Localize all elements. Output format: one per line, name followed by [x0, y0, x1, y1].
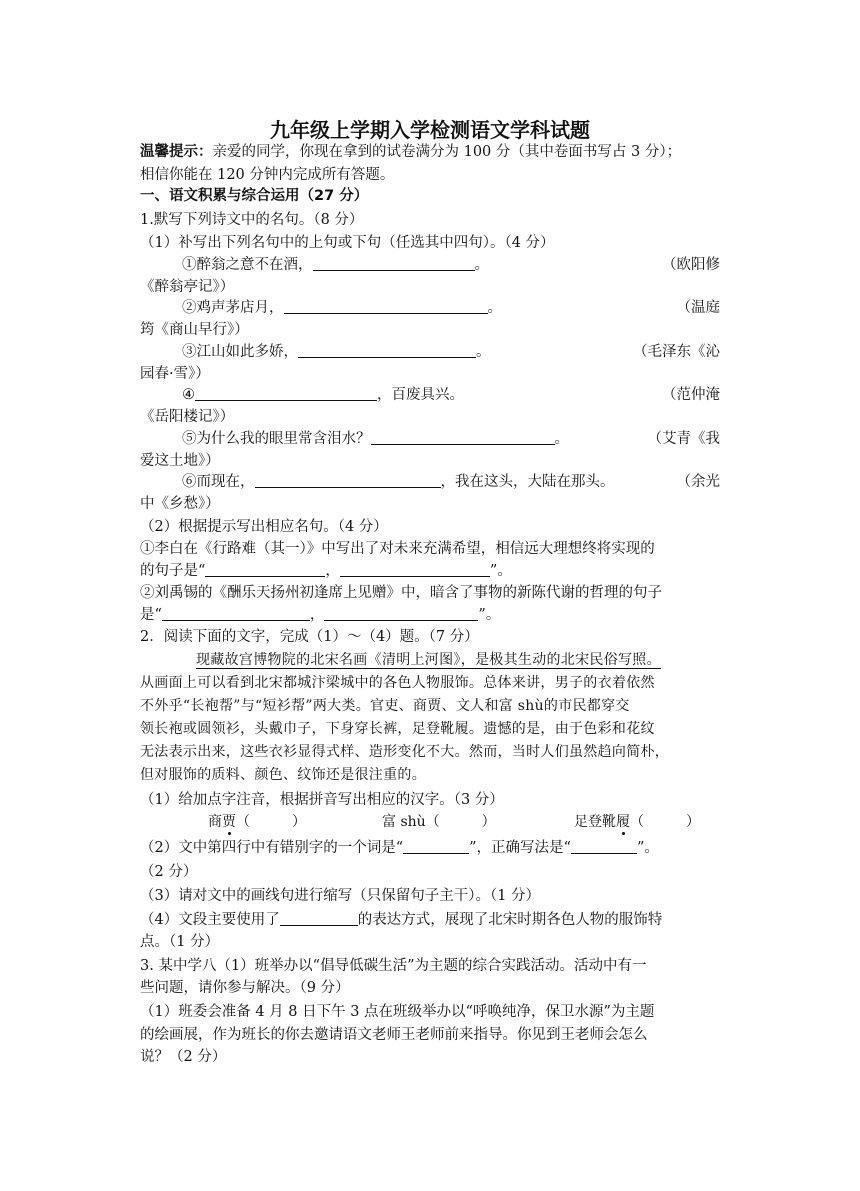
section-1-heading: 一、语文积累与综合运用（27 分）: [140, 188, 369, 204]
q2-sub2-pre: （2）文中第四行中有错别字的一个词是“: [140, 840, 404, 856]
tip-line-1: [140, 142, 720, 162]
q2-pinyin-answer-1[interactable]: （ ）: [236, 814, 306, 830]
q1-part2: （2）根据提示写出相应名句。（4 分）: [140, 519, 388, 535]
q1-part2-b-mid: ，: [309, 607, 325, 623]
q1-part2-b-pre: 是“: [140, 607, 162, 623]
q1-part2-a-pre: 的句子是“: [140, 563, 206, 579]
q1-item-1: [182, 255, 720, 275]
q1-part1: （1）补写出下列名句中的上句或下句（任选其中四句）。（4 分）: [140, 235, 555, 251]
q1-item-6-source-a: （余光: [676, 474, 720, 490]
q1-item-3-source-a: （毛泽东《沁: [633, 344, 720, 360]
q1-part2-a-blank-2[interactable]: [340, 562, 490, 577]
tip-text-1: 亲爱的同学，你现在拿到的试卷满分为 100 分（其中卷面书写占 3 分）；: [212, 144, 682, 160]
q1-part2-b-blank-2[interactable]: [324, 606, 478, 621]
tip-text-2: 相信你能在 120 分钟内完成所有答题。: [140, 167, 395, 183]
q1-heading: 1.默写下列诗文中的名句。（8 分）: [140, 212, 364, 228]
q2-passage-line-3: 领长袍或圆领衫，头戴巾子，下身穿长裤，足登靴履。遗憾的是，由于色彩和花纹: [140, 721, 655, 737]
q2-passage-line-4: 无法表示出来，这些衣衫显得式样、造形变化不大。然而，当时人们虽然趋向简朴，: [140, 744, 670, 760]
q1-item-2-text: ②鸡声茅店月，: [182, 300, 284, 316]
q2-pinyin-word-3: 足登靴: [574, 814, 616, 830]
q2-sub4-post: 的表达方式，展现了北宋时期各色人物的服饰特: [357, 912, 663, 928]
q2-sub2-mid: ”，正确写法是“: [469, 840, 571, 856]
q2-sub2-score: （2 分）: [140, 864, 198, 880]
q1-item-5-blank[interactable]: [371, 430, 555, 445]
q2-sub2-post: ”。: [636, 840, 659, 856]
q1-item-5-text: ⑤为什么我的眼里常含泪水？: [182, 431, 371, 447]
q1-part2-b-line2: [140, 605, 720, 625]
q2-passage-first-line: [196, 650, 720, 670]
q2-pinyin-word-2: 富 shù: [382, 814, 426, 830]
q2-sub2: [140, 838, 720, 858]
q2-pinyin-dotted-char-3: 履: [616, 814, 630, 830]
page-title: 九年级上学期入学检测语文学科试题: [270, 118, 590, 142]
q2-sub2-blank-1[interactable]: [403, 839, 469, 854]
q1-item-5-end: 。: [554, 431, 569, 447]
q1-part2-a-mid: ，: [325, 563, 340, 579]
q1-item-2-blank[interactable]: [284, 299, 488, 314]
q1-item-6: [182, 472, 720, 492]
q1-item-1-source-a: （欧阳修: [662, 257, 720, 273]
q1-part2-a-line2: [140, 561, 720, 581]
q1-part2-b-blank-1[interactable]: [162, 606, 310, 621]
q1-item-6-end: ，我在这头，大陆在那头。: [440, 474, 615, 490]
q1-item-2-source-a: （温庭: [676, 300, 720, 316]
q2-pinyin-answer-2[interactable]: （ ）: [425, 814, 496, 830]
q1-item-3-blank[interactable]: [298, 343, 476, 358]
q1-part2-a-blank-1[interactable]: [205, 562, 325, 577]
q2-sub4: [140, 910, 720, 930]
q2-underlined-sentence: 现藏故宫博物院的北宋名画《清明上河图》，是极其生动的北宋民俗写照。: [196, 652, 661, 668]
q1-part2-a-line1: ①李白在《行路难（其一）》中写出了对未来充满希望，相信远大理想终将实现的: [140, 541, 655, 557]
q1-item-4-blank[interactable]: [195, 386, 377, 401]
q2-pinyin-item-1: [208, 812, 306, 832]
q3-line-2: 些问题，请你参与解决。（9 分）: [140, 980, 350, 996]
q3-sub1-line-3: 说？（2 分）: [140, 1049, 227, 1065]
q1-item-2-end: 。: [487, 300, 502, 316]
q1-part2-b-line1: ②刘禹锡的《酬乐天扬州初逢席上见赠》中，暗含了事物的新陈代谢的哲理的句子: [140, 585, 662, 601]
q1-item-6-source-b: 中《乡愁》）: [140, 496, 220, 512]
q2-sub2-blank-2[interactable]: [571, 839, 637, 854]
q1-part2-b-post: ”。: [478, 607, 501, 623]
q1-item-6-blank[interactable]: [255, 473, 441, 488]
q1-item-4-end: ，百废具兴。: [377, 387, 464, 403]
q1-item-1-end: 。: [474, 257, 489, 273]
q1-item-5-source-b: 爱这土地》）: [140, 453, 220, 469]
q1-item-5-source-a: （艾青《我: [647, 431, 720, 447]
q1-item-5: [182, 429, 720, 449]
q1-item-6-text: ⑥而现在，: [182, 474, 255, 490]
q2-heading: 2．阅读下面的文字，完成（1）～（4）题。（7 分）: [140, 629, 479, 645]
q1-item-1-source-b: 《醉翁亭记》）: [140, 279, 235, 295]
q1-item-4: [182, 385, 720, 405]
q1-item-2-source-b: 筠《商山早行》）: [140, 322, 249, 338]
q2-pinyin-answer-3[interactable]: （ ）: [630, 814, 700, 830]
q3-line-1: 3. 某中学八（1）班举办以“倡导低碳生活”为主题的综合实践活动。活动中有一: [140, 958, 647, 974]
q1-item-3-text: ③江山如此多娇，: [182, 344, 298, 360]
q1-item-3-source-b: 园春·雪》）: [140, 366, 210, 382]
q2-passage-line-5: 但对服饰的质料、颜色、纹饰还是很注重的。: [140, 767, 426, 783]
q2-pinyin-dotted-char-1: 贾: [222, 814, 236, 830]
q2-sub4-blank[interactable]: [280, 911, 358, 926]
q1-item-3-end: 。: [476, 344, 491, 360]
q1-item-1-blank[interactable]: [313, 256, 475, 271]
q1-part2-a-post: ”。: [489, 563, 512, 579]
q1-item-4-source-b: 《岳阳楼记》）: [140, 409, 235, 425]
q2-sub4-line2: 点。（1 分）: [140, 934, 220, 950]
q1-item-4-text: ④: [182, 387, 195, 403]
tip-label: 温馨提示：: [140, 144, 213, 160]
q1-item-4-source-a: （范仲淹: [662, 387, 720, 403]
q3-sub1-line-2: 的绘画展，作为班长的你去邀请语文老师王老师前来指导。你见到王老师会怎么: [140, 1027, 648, 1043]
q2-sub1: （1）给加点字注音，根据拼音写出相应的汉字。（3 分）: [140, 792, 504, 808]
q3-sub1-line-1: （1）班委会准备 4 月 8 日下午 3 点在班级举办以“呼唤纯净，保卫水源”为主题: [140, 1004, 655, 1020]
q2-sub4-pre: （4）文段主要使用了: [140, 912, 280, 928]
q2-passage-line-1: 从画面上可以看到北宋都城汴梁城中的各色人物服饰。总体来讲，男子的衣着依然: [140, 675, 655, 691]
q2-pinyin-word-1: 商: [208, 814, 222, 830]
q2-pinyin-item-3: [574, 812, 700, 832]
q1-item-2: [182, 298, 720, 318]
q2-sub3: （3）请对文中的画线句进行缩写（只保留句子主干）。（1 分）: [140, 888, 541, 904]
q2-pinyin-item-2: [382, 812, 496, 832]
q1-item-1-text: ①醉翁之意不在酒，: [182, 257, 313, 273]
q2-passage-line-2: 不外乎“长袍帮”与“短衫帮”两大类。官吏、商贾、文人和富 shù的市民都穿交: [140, 698, 630, 714]
